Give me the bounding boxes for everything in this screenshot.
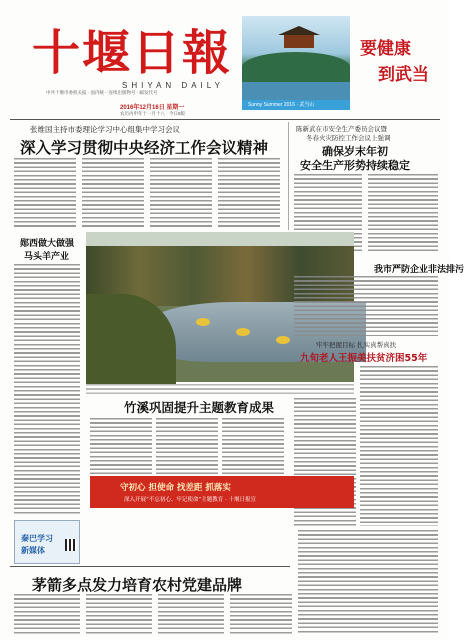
center-body-col3: [222, 418, 284, 474]
ad-strip: Sunny Summer 2016 · 武当山: [242, 100, 350, 110]
masthead-rule: [10, 119, 440, 120]
lead-body-col4: [218, 158, 280, 228]
bottom-headline: 茅箭多点发力培育农村党建品牌: [32, 576, 243, 594]
column-rule: [288, 122, 289, 230]
issue-date: 2016年12月16日 星期一: [120, 105, 185, 111]
issue-number: 农历丙申年十一月十八 · 今日8版: [120, 111, 186, 116]
masthead-info: 中共十堰市委机关报 · 国内统一连续出版物号 · 邮发代号: [46, 90, 158, 95]
ad-photo-pavilion: [284, 34, 314, 48]
ad-photo: [242, 16, 350, 110]
photo-boat: [196, 318, 210, 326]
right-top-body-col2: [368, 174, 438, 254]
right-mid-body: [294, 276, 438, 336]
lead-headline: 深入学习贯彻中央经济工作会议精神: [20, 139, 269, 157]
bottom-body-col2: [86, 594, 152, 634]
new-media-label2: 新媒体: [21, 546, 45, 555]
right-top-kicker: 陈新武在市安全生产委员会议暨: [296, 125, 387, 133]
center-body-col1: [90, 418, 152, 474]
center-body-col2: [156, 418, 218, 474]
new-media-box: [14, 520, 80, 564]
lead-kicker: 张维国主持市委理论学习中心组集中学习会议: [30, 125, 180, 134]
lead-body-col3: [150, 158, 212, 228]
lead-body-col1: [14, 158, 76, 228]
newspaper-subtitle: SHIYAN DAILY: [122, 81, 224, 90]
photo-bank: [86, 294, 176, 384]
bottom-body-col3: [158, 594, 224, 634]
left-mid-headline1: 郧西做大做强: [20, 239, 75, 249]
right-top-headline1: 确保岁末年初: [322, 145, 388, 158]
ad-photo-hill: [242, 52, 350, 82]
bottom-body-col4: [230, 594, 292, 634]
right-bottom-body: [298, 530, 438, 634]
left-mid-body: [14, 264, 80, 514]
masthead: [10, 8, 440, 116]
lead-body-col2: [82, 158, 144, 228]
qr-code-icon: [65, 539, 77, 551]
right-top-kicker2: 冬春火灾防控工作会议上强调: [306, 134, 391, 142]
bottom-body-col1: [14, 594, 80, 634]
newspaper-title: 十堰日報: [32, 25, 233, 81]
center-headline: 竹溪巩固提升主题教育成果: [124, 400, 275, 415]
banner-subline: 深入开展“不忘初心、牢记使命”主题教育 · 十堰日报宣: [124, 497, 256, 503]
banner-slogan: 守初心 担使命 找差距 抓落实: [120, 483, 231, 493]
right-lower-kicker: 牢牢把握目标 扎实真帮真扶: [316, 341, 397, 349]
new-media-label1: 秦巴学习: [21, 534, 53, 543]
right-top-headline2: 安全生产形势持续稳定: [300, 159, 410, 172]
ad-slogan-line2: 到武当: [378, 65, 429, 85]
bottom-rule: [10, 566, 290, 567]
right-lower-body-col2: [360, 366, 438, 526]
ad-photo-lake: [242, 82, 350, 100]
photo-caption: [86, 384, 354, 394]
ad-slogan-line1: 要健康: [360, 39, 411, 59]
right-lower-headline: 九旬老人王振美扶贫济困55年: [300, 353, 428, 364]
right-mid-headline: 我市严防企业非法排污: [374, 265, 464, 275]
photo-boat: [276, 336, 290, 344]
left-mid-headline2: 马头羊产业: [24, 252, 70, 262]
photo-boat: [236, 328, 250, 336]
